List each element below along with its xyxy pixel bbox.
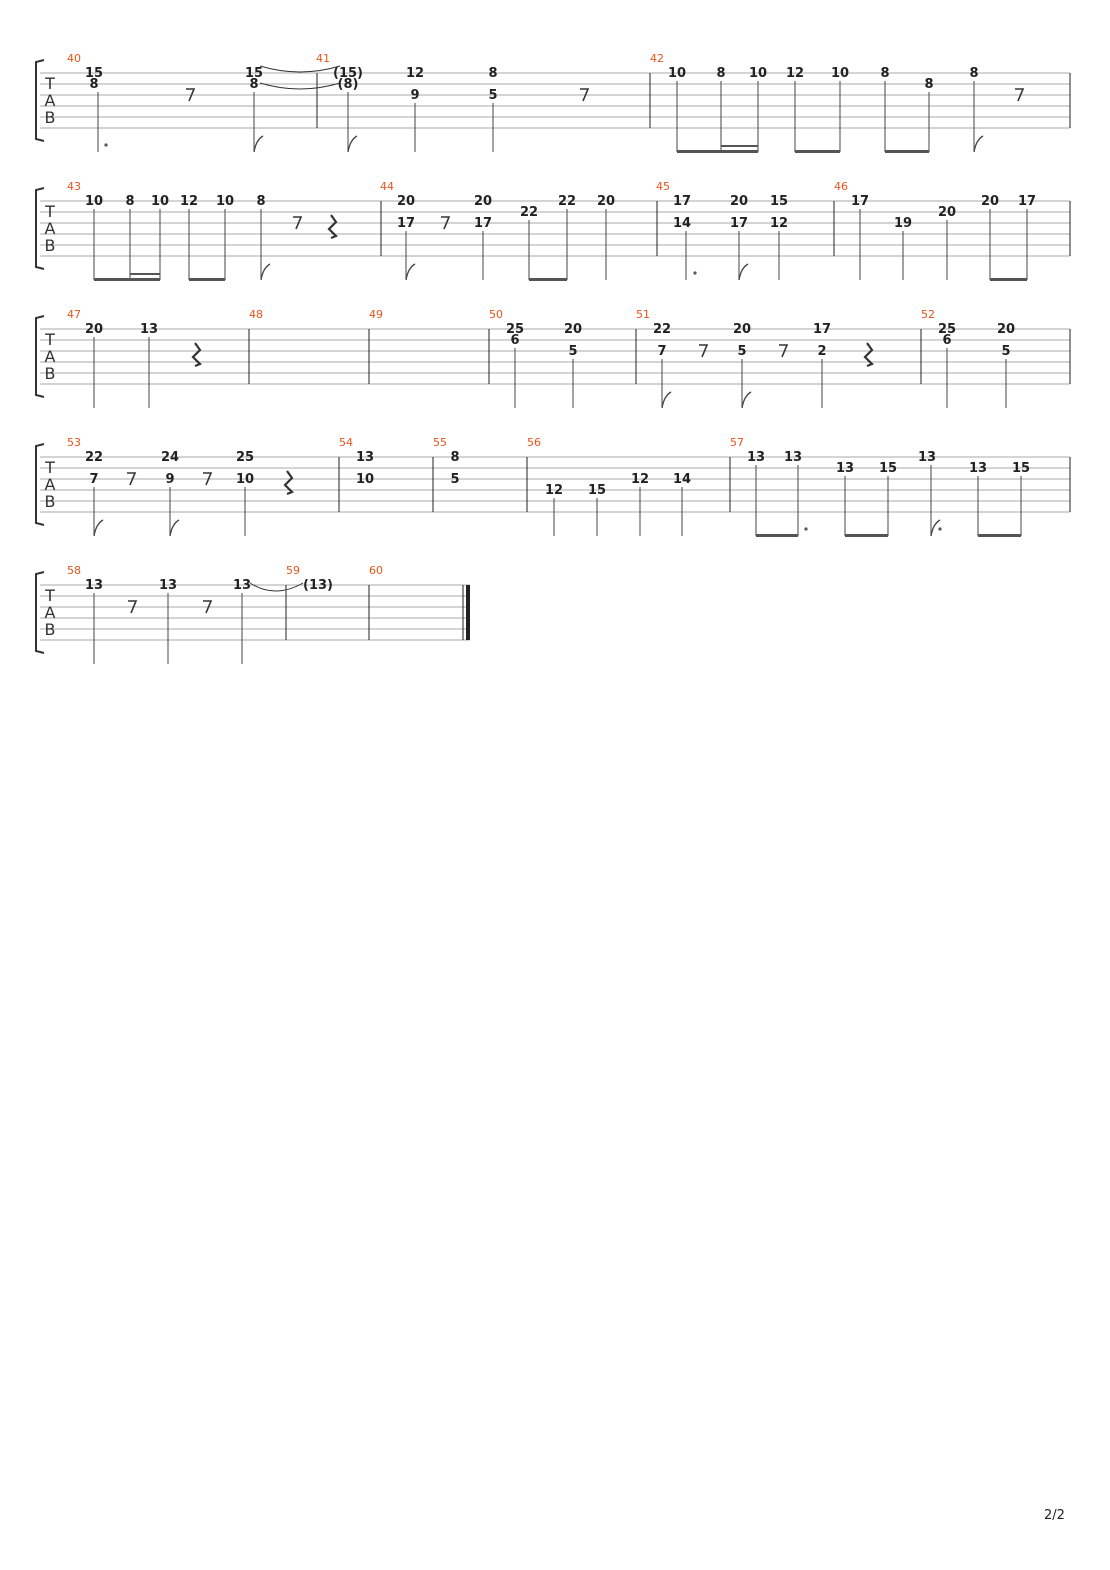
fret-number: 25 bbox=[937, 322, 957, 337]
fret-number: 22 bbox=[519, 205, 539, 220]
page-number: 2/2 bbox=[1044, 1508, 1065, 1523]
fret-number: 17 bbox=[672, 194, 692, 209]
eighth-flag bbox=[261, 264, 270, 280]
fret-number: 25 bbox=[505, 322, 525, 337]
fret-number: 20 bbox=[396, 194, 416, 209]
beam bbox=[529, 278, 567, 281]
measure-number: 45 bbox=[656, 180, 670, 193]
beam bbox=[885, 150, 929, 153]
measure-number: 49 bbox=[369, 308, 383, 321]
fret-number: 5 bbox=[568, 344, 578, 359]
beam bbox=[990, 278, 1027, 281]
tab-clef-a: A bbox=[44, 347, 56, 366]
eighth-flag bbox=[974, 136, 983, 152]
staff-lines bbox=[40, 201, 1070, 256]
fret-number: 12 bbox=[785, 66, 805, 81]
fret-number: 5 bbox=[488, 88, 498, 103]
tab-clef-b: B bbox=[44, 492, 56, 511]
tab-system bbox=[36, 436, 1070, 537]
fret-number: 8 bbox=[249, 77, 259, 92]
fret-number: 20 bbox=[996, 322, 1016, 337]
measure-number: 58 bbox=[67, 564, 81, 577]
measure-number: 51 bbox=[636, 308, 650, 321]
fret-number: 20 bbox=[596, 194, 616, 209]
augmentation-dot bbox=[804, 527, 807, 530]
system-bracket bbox=[36, 188, 44, 269]
fret-number: 8 bbox=[450, 450, 460, 465]
measure-number: 46 bbox=[834, 180, 848, 193]
system-bracket bbox=[36, 572, 44, 653]
tab-system bbox=[36, 180, 1070, 281]
quarter-rest bbox=[193, 343, 200, 366]
tab-clef-t: T bbox=[45, 586, 55, 605]
fret-number: 5 bbox=[450, 472, 460, 487]
measure-number: 40 bbox=[67, 52, 81, 65]
system-bracket bbox=[36, 60, 44, 141]
fret-number: 20 bbox=[84, 322, 104, 337]
measure-number: 42 bbox=[650, 52, 664, 65]
fret-number: 8 bbox=[89, 77, 99, 92]
tab-clef-a: A bbox=[44, 475, 56, 494]
measure-number: 57 bbox=[730, 436, 744, 449]
eighth-flag bbox=[406, 264, 415, 280]
fret-number: 10 bbox=[748, 66, 768, 81]
fret-number: 12 bbox=[544, 483, 564, 498]
fret-number: 17 bbox=[396, 216, 416, 231]
eighth-flag bbox=[348, 136, 357, 152]
augmentation-dot bbox=[104, 143, 107, 146]
fret-number: 17 bbox=[850, 194, 870, 209]
staff-lines bbox=[40, 73, 1070, 128]
eighth-flag bbox=[170, 520, 179, 536]
fret-number: 25 bbox=[235, 450, 255, 465]
fret-number: 6 bbox=[942, 333, 952, 348]
fret-number: 9 bbox=[410, 88, 420, 103]
tie bbox=[260, 66, 340, 72]
tab-clef-t: T bbox=[45, 74, 55, 93]
fret-number: 7 bbox=[657, 344, 667, 359]
tab-clef-b: B bbox=[44, 620, 56, 639]
eighth-flag bbox=[662, 392, 671, 408]
fret-number: 9 bbox=[165, 472, 175, 487]
fret-number: 24 bbox=[160, 450, 180, 465]
fret-number: 20 bbox=[473, 194, 493, 209]
quarter-rest bbox=[285, 471, 292, 494]
fret-number: 8 bbox=[924, 77, 934, 92]
beam bbox=[130, 273, 160, 275]
measure-number: 44 bbox=[380, 180, 394, 193]
measure-number: 48 bbox=[249, 308, 263, 321]
beam bbox=[189, 278, 225, 281]
tab-clef-a: A bbox=[44, 91, 56, 110]
measure-number: 60 bbox=[369, 564, 383, 577]
fret-number: 20 bbox=[563, 322, 583, 337]
measure-number: 54 bbox=[339, 436, 353, 449]
fret-number: 12 bbox=[179, 194, 199, 209]
fret-number: 20 bbox=[937, 205, 957, 220]
fret-number: 13 bbox=[355, 450, 375, 465]
fret-number: 17 bbox=[729, 216, 749, 231]
fret-number: 13 bbox=[158, 578, 178, 593]
measure-number: 56 bbox=[527, 436, 541, 449]
fret-number: 10 bbox=[667, 66, 687, 81]
fret-number: 14 bbox=[672, 472, 692, 487]
fret-number: 15 bbox=[587, 483, 607, 498]
eighth-flag bbox=[94, 520, 103, 536]
measure-number: 55 bbox=[433, 436, 447, 449]
fret-number: 22 bbox=[652, 322, 672, 337]
measure-number: 59 bbox=[286, 564, 300, 577]
beam bbox=[845, 534, 888, 537]
fret-number: 22 bbox=[84, 450, 104, 465]
eighth-flag bbox=[739, 264, 748, 280]
tab-system bbox=[36, 52, 1070, 153]
fret-number: 15 bbox=[769, 194, 789, 209]
staff-lines bbox=[40, 585, 470, 640]
beam bbox=[721, 145, 758, 147]
fret-number: (13) bbox=[303, 578, 333, 593]
quarter-rest bbox=[329, 215, 336, 238]
beam bbox=[795, 150, 840, 153]
tab-system bbox=[36, 564, 470, 664]
measure-number: 47 bbox=[67, 308, 81, 321]
fret-number: 20 bbox=[980, 194, 1000, 209]
fret-number: (8) bbox=[337, 77, 359, 92]
fret-number: 10 bbox=[215, 194, 235, 209]
augmentation-dot bbox=[693, 271, 696, 274]
fret-number: 13 bbox=[917, 450, 937, 465]
fret-number: 8 bbox=[125, 194, 135, 209]
fret-number: 15 bbox=[1011, 461, 1031, 476]
eighth-flag bbox=[742, 392, 751, 408]
fret-number: 13 bbox=[232, 578, 252, 593]
fret-number: 10 bbox=[235, 472, 255, 487]
tab-clef-t: T bbox=[45, 202, 55, 221]
eighth-flag bbox=[254, 136, 263, 152]
beam bbox=[756, 534, 798, 537]
fret-number: 10 bbox=[830, 66, 850, 81]
beam bbox=[978, 534, 1021, 537]
measure-number: 43 bbox=[67, 180, 81, 193]
fret-number: 20 bbox=[729, 194, 749, 209]
fret-number: 2 bbox=[817, 344, 827, 359]
fret-number: 10 bbox=[150, 194, 170, 209]
eighth-flag bbox=[931, 520, 940, 536]
tab-clef-a: A bbox=[44, 603, 56, 622]
tie bbox=[250, 583, 303, 591]
fret-number: 17 bbox=[812, 322, 832, 337]
fret-number: 15 bbox=[84, 66, 104, 81]
tab-clef-a: A bbox=[44, 219, 56, 238]
tab-clef-t: T bbox=[45, 330, 55, 349]
beam bbox=[677, 150, 758, 153]
fret-number: 15 bbox=[878, 461, 898, 476]
fret-number: 13 bbox=[968, 461, 988, 476]
fret-number: 13 bbox=[783, 450, 803, 465]
fret-number: 12 bbox=[405, 66, 425, 81]
fret-number: 8 bbox=[256, 194, 266, 209]
fret-number: 22 bbox=[557, 194, 577, 209]
quarter-rest bbox=[865, 343, 872, 366]
measure-number: 53 bbox=[67, 436, 81, 449]
fret-number: 7 bbox=[89, 472, 99, 487]
fret-number: 13 bbox=[139, 322, 159, 337]
fret-number: 19 bbox=[893, 216, 913, 231]
augmentation-dot bbox=[938, 527, 941, 530]
fret-number: 13 bbox=[84, 578, 104, 593]
fret-number: 20 bbox=[732, 322, 752, 337]
fret-number: 17 bbox=[473, 216, 493, 231]
fret-number: 13 bbox=[835, 461, 855, 476]
fret-number: 10 bbox=[84, 194, 104, 209]
fret-number: 17 bbox=[1017, 194, 1037, 209]
fret-number: 8 bbox=[969, 66, 979, 81]
tab-clef-b: B bbox=[44, 236, 56, 255]
measure-number: 50 bbox=[489, 308, 503, 321]
fret-number: 12 bbox=[630, 472, 650, 487]
fret-number: 6 bbox=[510, 333, 520, 348]
fret-number: (15) bbox=[333, 66, 363, 81]
fret-number: 8 bbox=[880, 66, 890, 81]
fret-number: 5 bbox=[1001, 344, 1011, 359]
tab-clef-t: T bbox=[45, 458, 55, 477]
tab-clef-b: B bbox=[44, 108, 56, 127]
fret-number: 15 bbox=[244, 66, 264, 81]
fret-number: 5 bbox=[737, 344, 747, 359]
fret-number: 8 bbox=[488, 66, 498, 81]
measure-number: 52 bbox=[921, 308, 935, 321]
system-bracket bbox=[36, 316, 44, 397]
fret-number: 12 bbox=[769, 216, 789, 231]
fret-number: 10 bbox=[355, 472, 375, 487]
beam bbox=[94, 278, 160, 281]
system-bracket bbox=[36, 444, 44, 525]
fret-number: 14 bbox=[672, 216, 692, 231]
measure-number: 41 bbox=[316, 52, 330, 65]
fret-number: 8 bbox=[716, 66, 726, 81]
tab-system bbox=[36, 308, 1070, 408]
tab-clef-b: B bbox=[44, 364, 56, 383]
fret-number: 13 bbox=[746, 450, 766, 465]
